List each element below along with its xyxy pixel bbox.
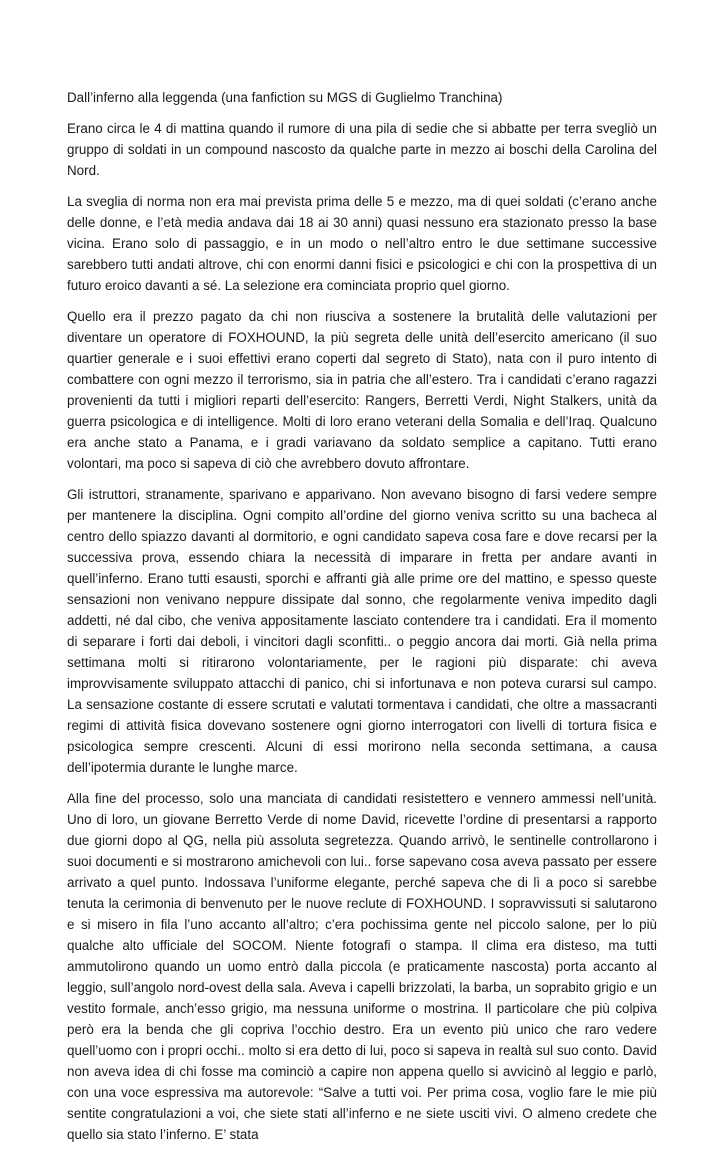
document-title: Dall’inferno alla leggenda (una fanfiction su MGS di Guglielmo Tranchina) xyxy=(67,90,503,105)
paragraph-3: Quello era il prezzo pagato da chi non riusciva a sostenere la brutalità delle valutazioni per diventare un operatore di FOXHOUND, la più segreta delle unità dell’esercito americano (il suo quartier generale e i suoi effettivi erano coperti dal segreto di Stato), nata con il puro intento di combattere con ogni mezzo il terrorismo, sia in patria che all’estero. Tra i candidati c’erano ragazzi provenienti da tutti i migliori reparti dell’esercito: Rangers, Berretti Verdi, Night Stalkers, unità da guerra psicologica e di intelligence. Molti di loro erano veterani della Somalia e dell’Iraq. Qualcuno era anche stato a Panama, e i gradi variavano da soldato semplice a capitano. Tutti erano volontari, ma poco si sapeva di ciò che avrebbero dovuto affrontare. xyxy=(67,309,657,471)
paragraph-1: Erano circa le 4 di mattina quando il rumore di una pila di sedie che si abbatte per terra svegliò un gruppo di soldati in un compound nascosto da qualche parte in mezzo ai boschi della Carolina del Nord. xyxy=(67,121,657,178)
paragraph-2: La sveglia di norma non era mai prevista prima delle 5 e mezzo, ma di quei soldati (c’erano anche delle donne, e l’età media andava dai 18 ai 30 anni) quasi nessuno era stazionato presso la base vicina. Erano solo di passaggio, e in un modo o nell’altro entro le due settimane successive sarebbero tutti andati altrove, chi con enormi danni fisici e psicologici e chi con la prospettiva di un futuro eroico davanti a sé. La selezione era cominciata proprio quel giorno. xyxy=(67,194,657,293)
document-body xyxy=(67,87,657,1155)
paragraph-4: Gli istruttori, stranamente, sparivano e apparivano. Non avevano bisogno di farsi vedere sempre per mantenere la disciplina. Ogni compito all’ordine del giorno veniva scritto su una bacheca al centro dello spiazzo davanti al dormitorio, e ogni candidato sapeva cosa fare e dove recarsi per la successiva prova, essendo chiara la necessità di imparare in fretta per andare avanti in quell’inferno. Erano tutti esausti, sporchi e affranti già alle prime ore del mattino, e spesso queste sensazioni non venivano neppure dissipate dal sonno, che regolarmente veniva impedito dagli addetti, né dal cibo, che veniva appositamente lasciato contendere tra i candidati. Era il momento di separare i forti dai deboli, i vincitori dagli sconfitti.. o peggio ancora dai morti. Già nella prima settimana molti si ritirarono volontariamente, per le ragioni più disparate: chi aveva improvvisamente sviluppato attacchi di panico, chi si infortunava e non poteva curarsi sul campo. La sensazione costante di essere scrutati e valutati tormentava i candidati, che oltre a massacranti regimi di attività fisica dovevano sostenere ogni giorno interrogatori con livelli di tortura fisica e psicologica sempre crescenti. Alcuni di essi morirono nella seconda settimana, a causa dell’ipotermia durante le lunghe marce. xyxy=(67,487,657,775)
paragraph-5: Alla fine del processo, solo una manciata di candidati resistettero e vennero ammessi nell’unità. Uno di loro, un giovane Berretto Verde di nome David, ricevette l’ordine di presentarsi a rapporto due giorni dopo al QG, nella più assoluta segretezza. Quando arrivò, le sentinelle controllarono i suoi documenti e si mostrarono amichevoli con lui.. forse sapevano cosa aveva passato per essere arrivato a quel punto. Indossava l’uniforme elegante, perché sapeva che di lì a poco si sarebbe tenuta la cerimonia di benvenuto per le nuove reclute di FOXHOUND. I sopravvissuti si salutarono e si misero in fila l’uno accanto all’altro; c’era pochissima gente nel piccolo salone, per lo più qualche alto ufficiale del SOCOM. Niente fotografi o stampa. Il clima era disteso, ma tutti ammutolirono quando un uomo entrò dalla piccola (e praticamente nascosta) porta accanto al leggio, sull’angolo nord-ovest della sala. Aveva i capelli brizzolati, la barba, un soprabito grigio e un vestito formale, anch’esso grigio, ma nessuna uniforme o mostrina. Il particolare che più colpiva però era la benda che gli copriva l’occhio destro. Era un evento più unico che raro vedere quell’uomo con i propri occhi.. molto si era detto di lui, poco si sapeva in realtà sul suo conto. David non aveva idea di chi fosse ma cominciò a capire non appena quello si avvicinò al leggio e parlò, con una voce espressiva ma autorevole: “Salve a tutti voi. Per prima cosa, voglio fare le mie più sentite congratulazioni a voi, che siete stati all’inferno e ne siete usciti vivi. O almeno credete che quello sia stato l’inferno. E’ stata xyxy=(67,791,657,1142)
